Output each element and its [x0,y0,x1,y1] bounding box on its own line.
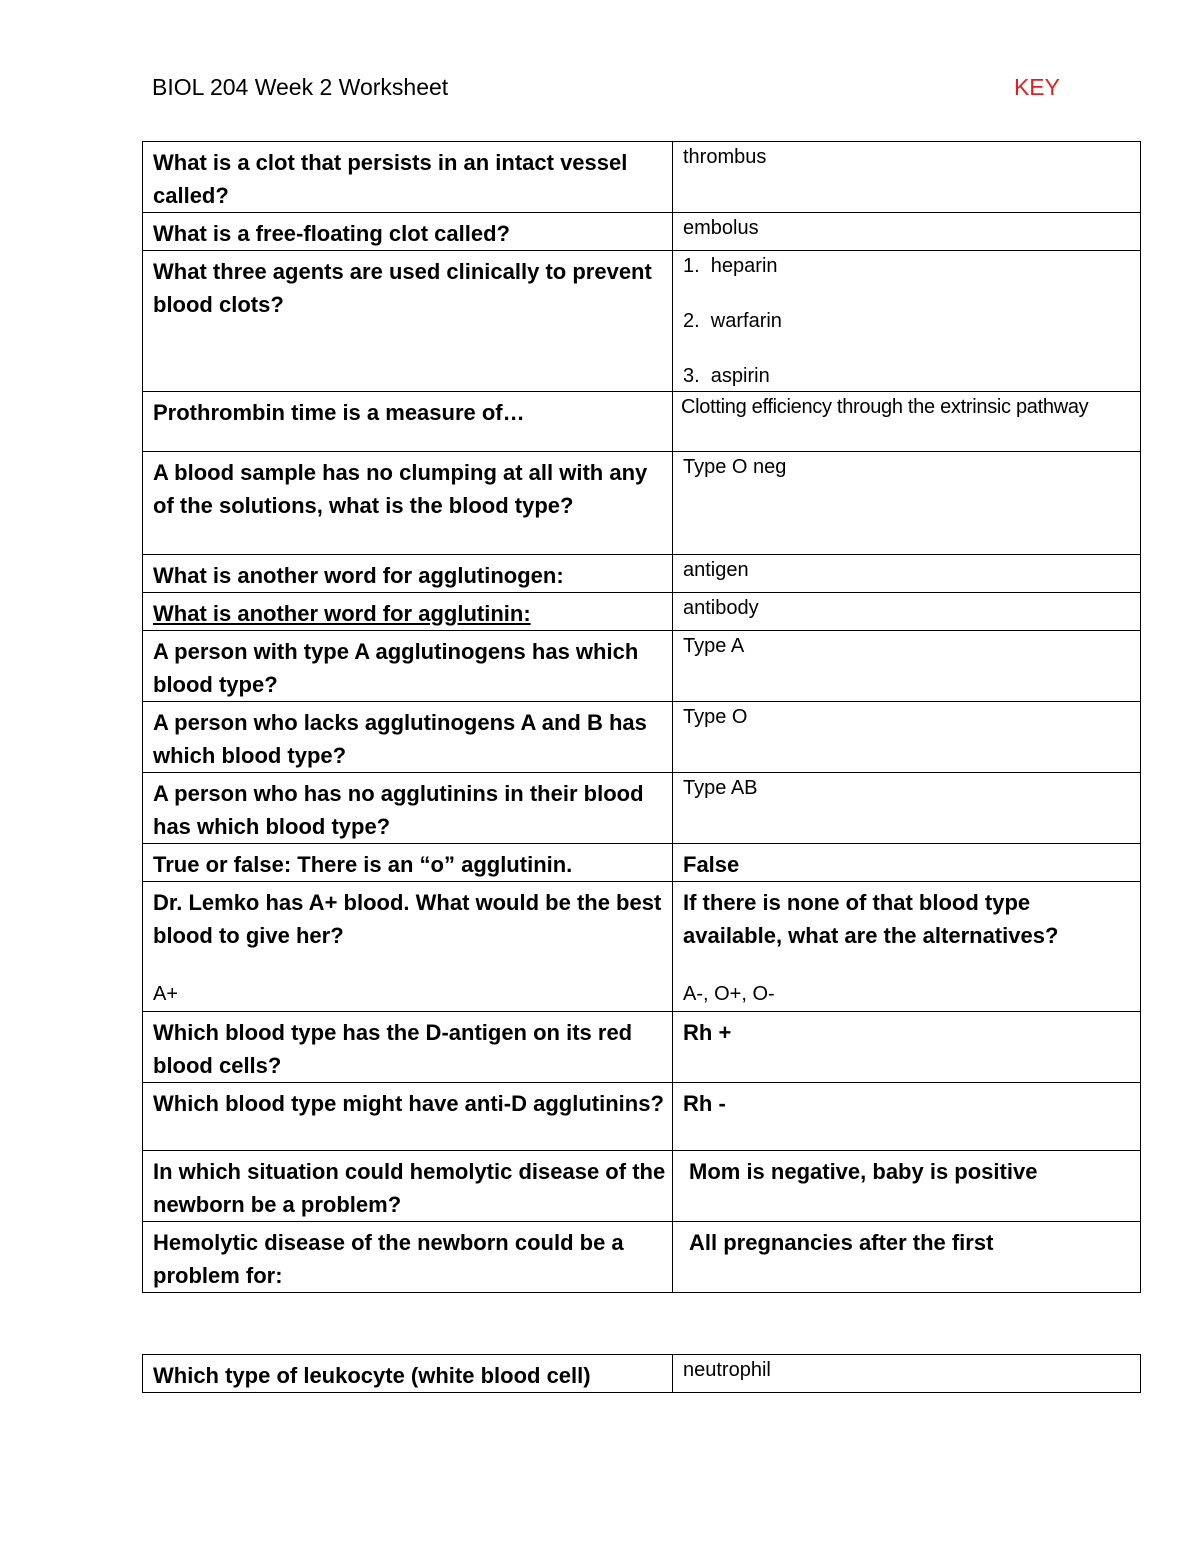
question-cell-underlined [143,593,673,631]
list-item: 1. heparin [683,255,778,277]
answer-cell: Type A [673,631,1141,702]
answer-list-cell [673,251,1141,392]
answer-cell: Rh - [673,1083,1141,1151]
question-cell-with-answer [143,882,673,1012]
answer-cell: antigen [673,555,1141,593]
table-row [143,1151,1141,1222]
answer-cell: All pregnancies after the first [673,1222,1141,1293]
table-row [143,251,1141,392]
table-row [143,213,1141,251]
answer-item: aspirin [710,365,770,387]
answer-cell: Rh + [673,1012,1141,1083]
question-cell: What is a clot that persists in an intact vessel called? [143,142,673,213]
answer-cell: embolus [673,213,1141,251]
question-text: Dr. Lemko has A+ blood. What would be the best blood to give her? [153,890,662,948]
question-cell: Which type of leukocyte (white blood cell) [143,1355,673,1393]
table-row [143,1083,1141,1151]
table-row [143,631,1141,702]
table-row [143,593,1141,631]
table-row [143,452,1141,555]
question-cell: In which situation could hemolytic disease of the newborn be a problem? [143,1151,673,1222]
answer-cell: Type AB [673,773,1141,844]
table-row [143,142,1141,213]
table-row [143,1355,1141,1393]
question-cell: A person with type A agglutinogens has which blood type? [143,631,673,702]
table-row [143,882,1141,1012]
answer-key-label: KEY [1013,74,1060,100]
answer-cell: thrombus [673,142,1141,213]
question-cell: Prothrombin time is a measure of… [143,392,673,452]
answer-cell: antibody [673,593,1141,631]
table-row [143,773,1141,844]
table-row [143,1222,1141,1293]
answer-cell: Mom is negative, baby is positive [673,1151,1141,1222]
table-row [143,392,1141,452]
table-row [143,1012,1141,1083]
table-row [143,555,1141,593]
question-cell: Which blood type has the D-antigen on its red blood cells? [143,1012,673,1083]
table-row [143,702,1141,773]
table-row [143,844,1141,882]
inline-answer: A-, O+, O- [683,983,775,1005]
question-cell: Hemolytic disease of the newborn could be a problem for: [143,1222,673,1293]
worksheet-header [152,74,1060,106]
inline-answer: A+ [153,983,179,1005]
answer-item: warfarin [710,310,782,332]
answer-item: heparin [710,255,778,277]
answer-cell: neutrophil [673,1355,1141,1393]
question-cell: What is another word for agglutinogen: [143,555,673,593]
questions-table [142,141,1141,1293]
list-item: 2. warfarin [683,310,782,332]
answer-cell: False [673,844,1141,882]
question-cell: True or false: There is an “o” agglutinin. [143,844,673,882]
leukocyte-table [142,1354,1141,1393]
followup-question-cell [673,882,1141,1012]
question-cell: A person who lacks agglutinogens A and B has which blood type? [143,702,673,773]
answer-cell: Type O neg [673,452,1141,555]
answer-cell: Clotting efficiency through the extrinsic pathway [673,392,1141,452]
answer-cell: Type O [673,702,1141,773]
question-text: What is another word for agglutinin: [153,601,531,626]
question-cell: A blood sample has no clumping at all with any of the solutions, what is the blood type? [143,452,673,555]
followup-question-text: If there is none of that blood type available, what are the alternatives? [683,890,1059,948]
list-item: 3. aspirin [683,365,770,387]
worksheet-title: BIOL 204 Week 2 Worksheet [152,74,449,100]
question-cell: What is a free-floating clot called? [143,213,673,251]
question-cell: A person who has no agglutinins in their blood has which blood type? [143,773,673,844]
question-cell: Which blood type might have anti-D agglutinins? [143,1083,673,1151]
question-cell: What three agents are used clinically to prevent blood clots? [143,251,673,392]
